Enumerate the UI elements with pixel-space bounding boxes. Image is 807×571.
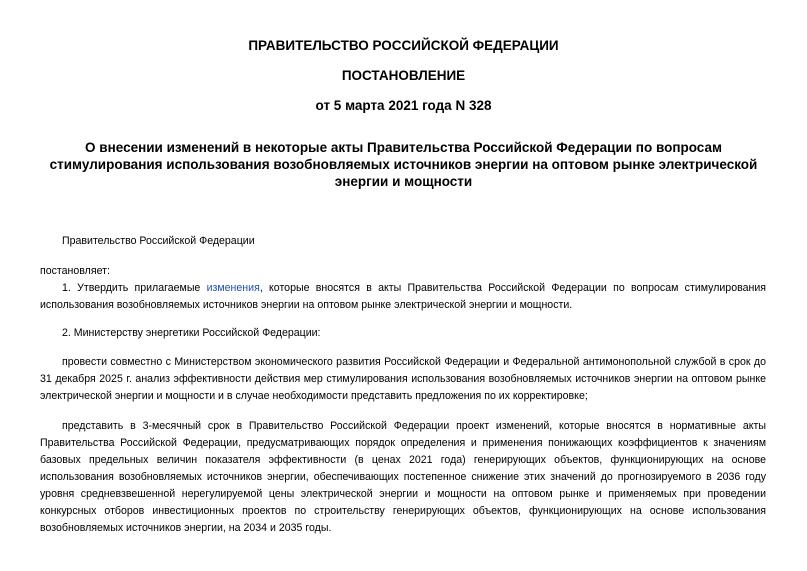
item-1-text-start: 1. Утвердить прилагаемые [62,282,207,294]
item-2-paragraph-2: представить в 3-месячный срок в Правительство Российской Федерации проект изменений, которые вносятся в нормативные акты Правительства Российской Федерации, предусматривающих порядок определения и применения понижающих коэффициентов к значениям базовых предельных величин показателя эффективности (в ценах 2021 года) генерирующих объектов, функционирующих на основе использования возобновляемых источников энергии, обеспечивающих постепенное снижение этих значений до прогнозируемого в 2036 году уровня средневзвешенной нерегулируемой цены электрической энергии и мощности на оптовом рынке и применяемых при проведении конкурсных отборов инвестиционных проектов по строительству генерирующих объектов, функционирующих на основе использования возобновляемых источников энергии, на 2034 и 2035 годы. [40,420,766,534]
government-heading: ПРАВИТЕЛЬСТВО РОССИЙСКОЙ ФЕДЕРАЦИИ [248,38,559,53]
issuer-line: Правительство Российской Федерации [62,235,255,247]
amendments-link[interactable]: изменения [206,282,260,294]
document-type-heading: ПОСТАНОВЛЕНИЕ [341,68,466,83]
item-2-paragraph-1: провести совместно с Министерством экономического развития Российской Федерации и Федеральной антимонопольной службой в срок до 31 декабря 2025 г. анализ эффективности действия мер стимулирования использования возобновляемых источников энергии на оптовом рынке электрической энергии и мощности и в случае необходимости представить предложения по их корректировке; [40,356,766,402]
item-1-text-end: , которые вносятся в акты Правительства Российской Федерации по вопросам стимулирования использования возобновляемых источников энергии на оптовом рынке электрической энергии и мощности. [40,282,766,311]
resolves-line: постановляет: [40,265,110,277]
document-title: О внесении изменений в некоторые акты Правительства Российской Федерации по вопросам стимулирования использования возобновляемых источников энергии на оптовом рынке электрической энергии и мощности [49,140,758,189]
item-1-paragraph [40,280,766,314]
date-number-heading: от 5 марта 2021 года N 328 [315,98,492,113]
item-2-heading: 2. Министерству энергетики Российской Федерации: [62,327,321,339]
